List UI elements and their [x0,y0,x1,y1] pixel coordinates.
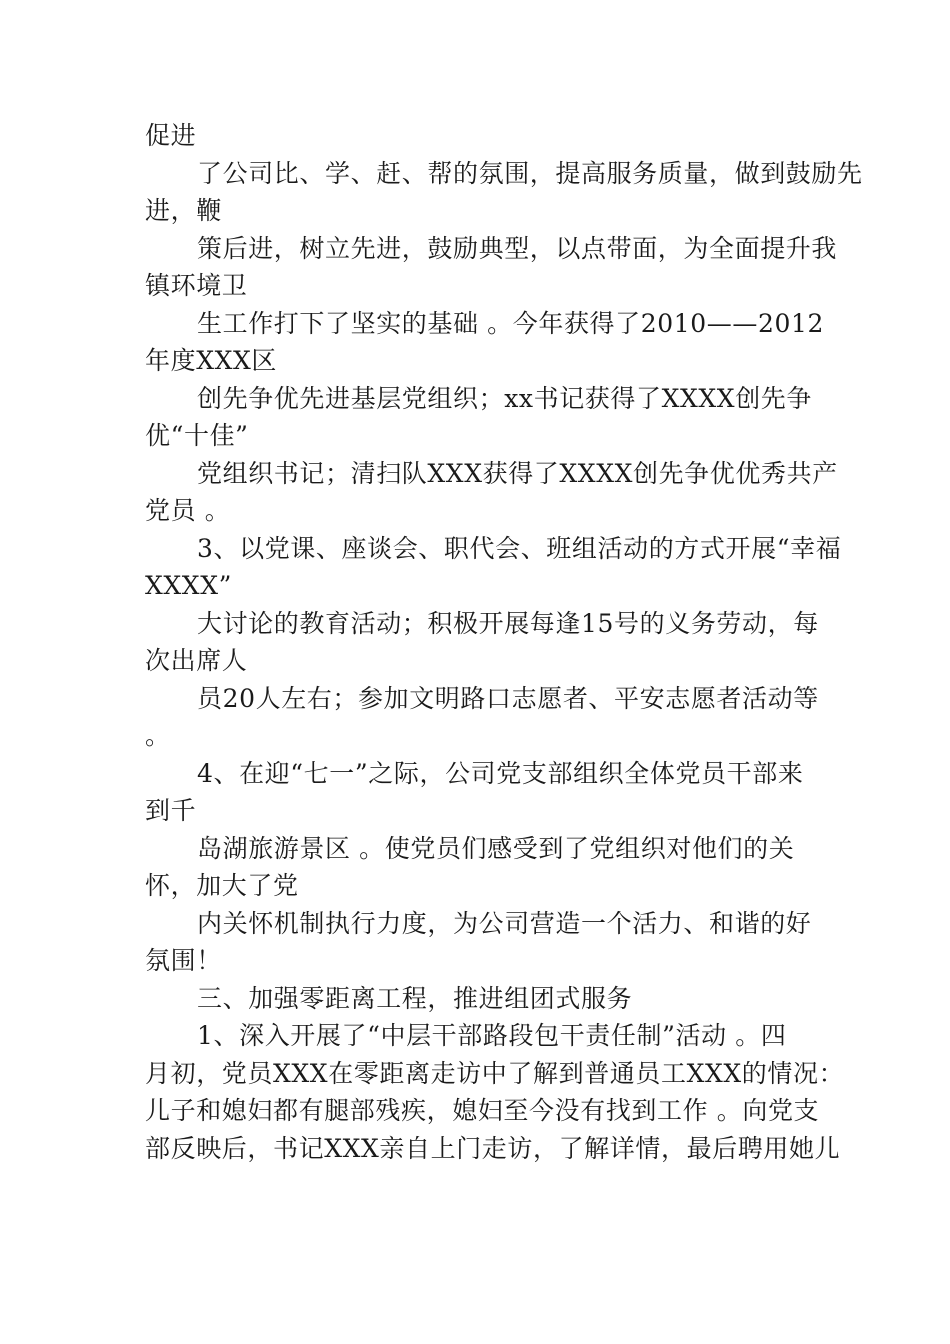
text-line: 进，鞭 [145,196,222,225]
text-line: 内关怀机制执行力度，为公司营造一个活力、和谐的好 [197,908,812,938]
text-line: 。 [145,721,171,750]
text-line: XXXX” [145,571,232,600]
text-line: 怀，加大了党 [145,871,299,900]
text-line: 员20人左右；参加文明路口志愿者、平安志愿者活动等 [197,683,819,713]
text-line: 4、在迎“七一”之际，公司党支部组织全体党员干部来 [197,758,804,788]
text-line: 大讨论的教育活动；积极开展每逢15号的义务劳动，每 [197,608,819,638]
text-line: 创先争优先进基层党组织；xx书记获得了XXXX创先争 [197,383,812,413]
body-text [145,117,863,1167]
text-line: 3、以党课、座谈会、职代会、班组活动的方式开展“幸福 [197,533,842,563]
text-line: 生工作打下了坚实的基础 。今年获得了2010——2012 [197,308,824,338]
text-line: 部反映后，书记XXX亲自上门走访，了解详情，最后聘用她儿 [145,1133,841,1163]
text-line: 岛湖旅游景区 。使党员们感受到了党组织对他们的关 [197,833,795,863]
text-line: 次出席人 [145,646,248,675]
text-line: 氛围！ [145,946,222,975]
text-line: 1、深入开展了“中层干部路段包干责任制”活动 。四 [197,1021,787,1050]
text-line: 党员 。 [145,496,231,525]
text-line: 月初，党员XXX在零距离走访中了解到普通员工XXX的情况： [145,1058,845,1088]
text-line: 年度XXX区 [145,346,277,375]
text-line: 儿子和媳妇都有腿部残疾，媳妇至今没有找到工作 。向党支 [145,1096,820,1125]
text-line: 党组织书记；清扫队XXX获得了XXXX创先争优优秀共产 [197,458,838,488]
section-heading: 三、加强零距离工程，推进组团式服务 [197,983,633,1013]
text-line: 优“十佳” [145,421,249,450]
text-line: 了公司比、学、赶、帮的氛围，提高服务质量，做到鼓励先 [197,158,863,188]
text-line: 策后进，树立先进，鼓励典型，以点带面，为全面提升我 [197,233,838,263]
text-line: 镇环境卫 [145,271,248,300]
text-line: 到千 [145,796,197,825]
text-line: 促进 [145,121,197,150]
